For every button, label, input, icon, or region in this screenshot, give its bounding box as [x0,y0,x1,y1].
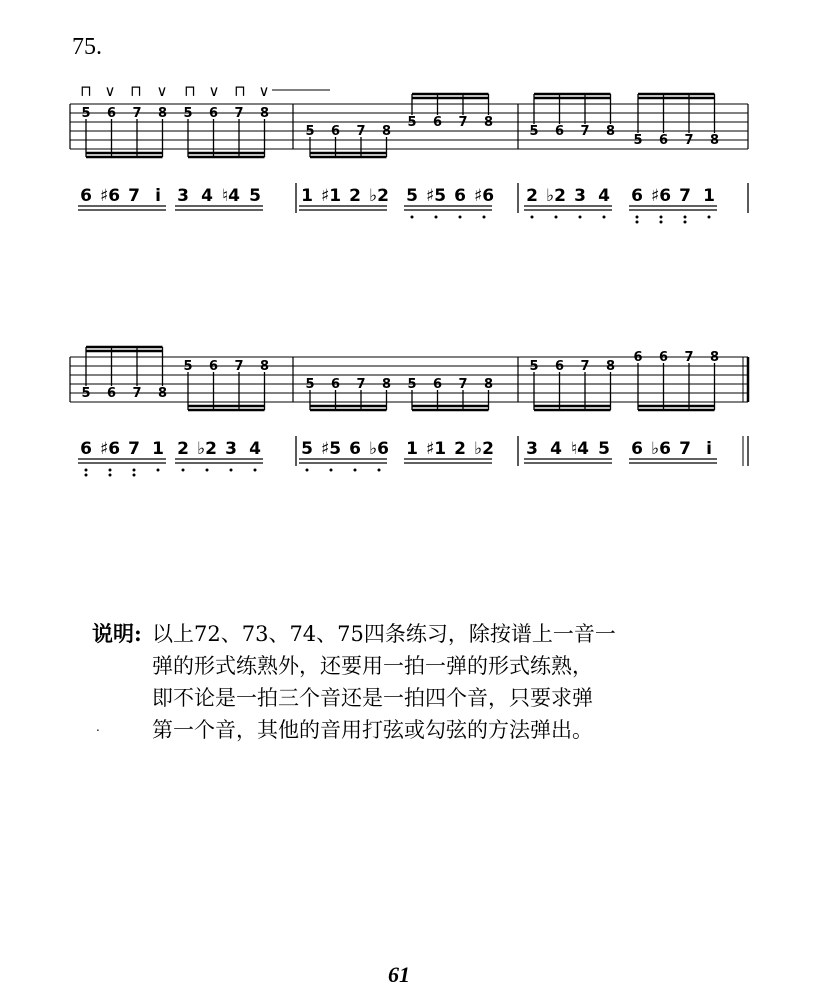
tab-number: 5 [407,115,417,130]
tab-number: 8 [483,115,494,130]
tab-number: 7 [580,124,590,139]
tab-number: 5 [633,133,643,148]
octave-dot [182,469,185,472]
pick-mark: ∨ [156,82,168,100]
jianpu-note: 3 [225,439,237,459]
tab-number: 5 [81,386,91,401]
pick-mark: ⊓ [80,82,92,100]
tab-number: 7 [356,124,366,139]
tab-number: 8 [259,359,270,374]
jianpu-note: ♮4 [222,186,240,206]
octave-dot [459,216,462,219]
tab-number: 6 [432,377,443,392]
jianpu-note: 4 [550,439,562,459]
jianpu-note: 6 [454,186,466,206]
octave-dot [330,469,333,472]
explanation-block [92,618,752,746]
octave-dot [411,216,414,219]
jianpu-note: 3 [574,186,586,206]
jianpu-note: 6 [80,186,92,206]
pick-mark: ∨ [258,82,270,100]
jianpu-note: 3 [526,439,538,459]
jianpu-note: 2 [454,439,466,459]
jianpu-note: ♯5 [425,186,447,206]
tab-number: 6 [208,106,219,121]
tab-number: 8 [605,359,616,374]
tab-number: 8 [259,106,270,121]
octave-dot [660,216,663,219]
tab-number: 5 [407,377,417,392]
score-system-1 [0,80,819,250]
jianpu-note: 1 [406,439,418,459]
octave-dot [133,474,136,477]
jianpu-note: ♭2 [197,439,217,459]
exercise-number: 75. [72,34,102,60]
tab-number: 6 [554,124,565,139]
tab-number: 8 [605,124,616,139]
tab-number: 6 [633,350,643,365]
tab-number: 5 [529,124,539,139]
octave-dot [109,474,112,477]
octave-dot [603,216,606,219]
jianpu-note: ♮4 [571,439,589,459]
octave-dot [85,474,88,477]
page-number: 61 [388,962,410,987]
jianpu-note: 7 [128,439,140,459]
tab-number: 6 [330,124,341,139]
score-system-2 [0,335,819,500]
octave-dot [555,216,558,219]
octave-dot [109,469,112,472]
tab-number: 8 [709,350,720,365]
jianpu-note: 5 [598,439,610,459]
tab-number: 5 [183,106,193,121]
pick-mark: ∨ [104,82,116,100]
tab-number: 8 [381,377,392,392]
explanation-label: 说明: [92,621,142,646]
jianpu-note: 4 [201,186,213,206]
jianpu-note: 7 [679,186,691,206]
jianpu-note: 4 [249,439,261,459]
jianpu-note: ♯1 [320,186,342,206]
jianpu-note: 5 [249,186,261,206]
tab-number: 6 [658,133,669,148]
octave-dot [660,221,663,224]
pick-mark: ∨ [208,82,220,100]
jianpu-note: 5 [301,439,313,459]
tab-number: 8 [709,133,720,148]
jianpu-note: ♯6 [650,186,672,206]
jianpu-note: ♭2 [369,186,389,206]
jianpu-note: ♯5 [320,439,342,459]
jianpu-note: 4 [598,186,610,206]
octave-dot [579,216,582,219]
jianpu-note: ♭6 [369,439,389,459]
tab-number: 7 [580,359,590,374]
explanation-line: 弹的形式练熟外，还要用一拍一弹的形式练熟， [152,654,593,678]
tab-number: 7 [458,115,468,130]
tab-number: 5 [81,106,91,121]
pick-mark: ⊓ [184,82,196,100]
jianpu-note: 6 [80,439,92,459]
tab-number: 7 [356,377,366,392]
tab-number: 8 [157,386,168,401]
tab-number: 5 [183,359,193,374]
jianpu-note: ♭2 [474,439,494,459]
jianpu-note: ♯6 [473,186,495,206]
jianpu-note: ♭2 [546,186,566,206]
octave-dot [684,216,687,219]
octave-dot [483,216,486,219]
jianpu-note: 7 [679,439,691,459]
octave-dot [636,216,639,219]
octave-dot [206,469,209,472]
octave-dot [684,221,687,224]
octave-dot [378,469,381,472]
tab-number: 6 [208,359,219,374]
tab-number: 6 [106,386,117,401]
stray-dot: . [96,720,100,734]
jianpu-note: ♯1 [425,439,447,459]
tab-number: 6 [554,359,565,374]
explanation-line: 即不论是一拍三个音还是一拍四个音，只要求弹 [152,686,593,710]
tab-number: 8 [381,124,392,139]
tab-number: 8 [157,106,168,121]
jianpu-note: ♯6 [99,186,121,206]
octave-dot [133,469,136,472]
octave-dot [636,221,639,224]
jianpu-note: 2 [349,186,361,206]
octave-dot [306,469,309,472]
explanation-text: 以上72、73、74、75四条练习，除按谱上一音一 [152,622,616,646]
pick-mark: ⊓ [130,82,142,100]
jianpu-note: ♯6 [99,439,121,459]
jianpu-note: ♭6 [651,439,671,459]
octave-dot [708,216,711,219]
tab-number: 8 [483,377,494,392]
octave-dot [354,469,357,472]
tab-number: 7 [234,106,244,121]
jianpu-note: 6 [631,439,643,459]
jianpu-note: 2 [526,186,538,206]
tab-number: 7 [132,386,142,401]
tab-number: 5 [529,359,539,374]
jianpu-note: 6 [631,186,643,206]
octave-dot [85,469,88,472]
tab-number: 6 [658,350,669,365]
octave-dot [157,469,160,472]
octave-dot [531,216,534,219]
tab-number: 7 [234,359,244,374]
explanation-line: 第一个音，其他的音用打弦或勾弦的方法弹出。 [152,718,593,742]
tab-number: 6 [106,106,117,121]
jianpu-note: i [155,186,161,206]
jianpu-note: 5 [406,186,418,206]
tab-number: 7 [684,133,694,148]
jianpu-note: 3 [177,186,189,206]
tab-number: 6 [432,115,443,130]
tab-number: 6 [330,377,341,392]
jianpu-note: 1 [703,186,715,206]
octave-dot [254,469,257,472]
jianpu-note: 7 [128,186,140,206]
jianpu-note: 6 [349,439,361,459]
tab-number: 7 [684,350,694,365]
jianpu-note: 1 [152,439,164,459]
explanation-line [92,618,752,650]
tab-number: 5 [305,377,315,392]
tab-number: 5 [305,124,315,139]
octave-dot [435,216,438,219]
jianpu-note: i [706,439,712,459]
jianpu-note: 2 [177,439,189,459]
octave-dot [230,469,233,472]
tab-number: 7 [132,106,142,121]
tab-number: 7 [458,377,468,392]
jianpu-note: 1 [301,186,313,206]
pick-mark: ⊓ [234,82,246,100]
